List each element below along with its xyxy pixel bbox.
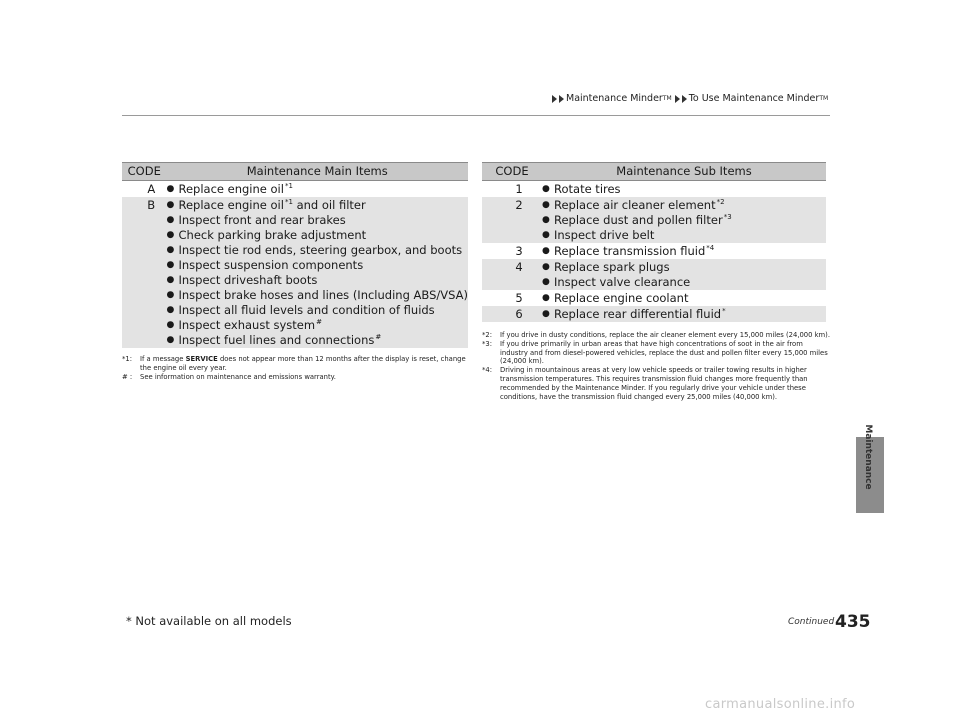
list-item — [542, 307, 826, 322]
bullet-icon: ● — [166, 305, 175, 315]
list-item — [167, 213, 469, 228]
item-text: Inspect valve clearance — [554, 275, 691, 289]
footnote-ref: *3 — [723, 213, 732, 222]
list-item — [542, 213, 826, 228]
row-code: 5 — [515, 291, 523, 305]
bullet-icon: ● — [166, 320, 175, 330]
list-item — [167, 198, 469, 213]
row-items — [167, 197, 469, 348]
bullet-icon: ● — [166, 230, 175, 240]
note-key: *1: — [122, 355, 133, 363]
bullet-icon: ● — [542, 215, 550, 225]
bullet-icon: ● — [542, 246, 550, 256]
bullet-icon: ● — [542, 277, 550, 287]
bullet-icon: ● — [166, 260, 175, 270]
item-text: Inspect fuel lines and connections — [178, 333, 375, 347]
page-number: 435 — [835, 612, 871, 632]
note-text: See information on maintenance and emissions warranty. — [140, 372, 336, 381]
list-item — [167, 288, 469, 303]
item-text: Inspect exhaust system — [178, 318, 316, 332]
note-text: If a message SERVICE does not appear more than 12 months after the display is reset, change the engine oil every year. — [140, 355, 466, 372]
row-code: 3 — [515, 244, 523, 258]
item-text: Replace transmission fluid — [554, 244, 706, 258]
list-item — [167, 243, 469, 258]
item-text: Replace rear differential fluid — [554, 307, 722, 321]
col-code: CODE — [482, 163, 542, 181]
table-row — [122, 197, 468, 348]
row-code: 2 — [482, 197, 542, 243]
table-row — [482, 181, 826, 198]
sub-table-notes — [482, 331, 832, 401]
item-text: Replace engine coolant — [554, 291, 689, 305]
sub-items-table — [482, 162, 826, 322]
list-item — [542, 198, 826, 213]
bullet-icon: ● — [166, 200, 175, 210]
list-item — [167, 333, 469, 348]
list-item — [542, 228, 826, 243]
row-code: 6 — [482, 306, 542, 322]
bullet-icon: ● — [542, 184, 550, 194]
note-key: *2: — [482, 331, 493, 339]
item-text: Inspect driveshaft boots — [178, 273, 318, 287]
header-rule — [122, 115, 830, 116]
col-items: Maintenance Sub Items — [542, 163, 826, 181]
item-text: Replace air cleaner element — [554, 198, 716, 212]
item-text: Inspect front and rear brakes — [178, 213, 346, 227]
arrow-icon — [675, 95, 680, 103]
list-item — [542, 244, 826, 259]
bullet-icon: ● — [542, 293, 550, 303]
note-key: *4: — [482, 366, 493, 375]
arrow-icon — [682, 95, 687, 103]
table-row — [482, 306, 826, 322]
table-row — [482, 259, 826, 290]
item-text: Rotate tires — [554, 182, 621, 196]
main-items-table — [122, 162, 468, 348]
arrow-icon — [552, 95, 557, 103]
row-items — [542, 181, 826, 198]
note — [482, 340, 832, 366]
list-item — [542, 291, 826, 306]
note-1 — [122, 355, 472, 373]
item-text: Replace dust and pollen filter — [554, 213, 723, 227]
bullet-icon: ● — [166, 184, 175, 194]
footnote-ref: *4 — [706, 244, 715, 253]
note-key: *3: — [482, 339, 493, 348]
breadcrumb: Maintenance Minder TM To Use Maintenance Minder TM — [552, 93, 828, 104]
breadcrumb-section: Maintenance Minder — [566, 93, 663, 104]
footnote-ref: # — [316, 318, 322, 327]
item-text: Replace spark plugs — [554, 260, 670, 274]
note — [482, 331, 832, 340]
bullet-icon: ● — [166, 335, 175, 345]
list-item — [167, 258, 469, 273]
row-code: B — [122, 197, 167, 348]
col-items: Maintenance Main Items — [167, 163, 469, 181]
footnote-ref: *2 — [716, 198, 725, 207]
note-text: If you drive primarily in urban areas that have high concentrations of soot in the air from industry and from diesel-powered vehicles, replace the dust and pollen filter every 15,000 miles (24,000 km). — [500, 339, 828, 366]
item-text-after: and oil filter — [292, 198, 366, 212]
footnote-ref: *1 — [284, 182, 293, 191]
item-text: Replace engine oil — [178, 198, 284, 212]
availability-footnote: * Not available on all models — [126, 614, 292, 628]
footnote-ref: # — [375, 333, 382, 342]
row-items — [542, 197, 826, 243]
row-items — [542, 290, 826, 306]
row-items — [542, 259, 826, 290]
table-row — [482, 197, 826, 243]
item-text: Inspect brake hoses and lines (Including ABS/VSA) — [178, 288, 468, 302]
service-word: SERVICE — [185, 355, 218, 363]
list-item — [542, 275, 826, 290]
list-item — [542, 260, 826, 275]
bullet-icon: ● — [166, 290, 175, 300]
note — [482, 366, 832, 401]
watermark: carmanualsonline.info — [705, 697, 856, 712]
footnote-ref: * — [722, 307, 726, 316]
list-item — [167, 318, 469, 333]
footnote-ref: *1 — [284, 198, 293, 207]
bullet-icon: ● — [542, 309, 550, 319]
breadcrumb-subsection: To Use Maintenance Minder — [688, 93, 820, 104]
item-text: Inspect suspension components — [178, 258, 364, 272]
row-items — [542, 306, 826, 322]
bullet-icon: ● — [166, 245, 175, 255]
item-text: Inspect tie rod ends, steering gearbox, and boots — [178, 243, 463, 257]
row-items — [542, 243, 826, 259]
row-items — [167, 181, 469, 198]
row-code: 4 — [482, 259, 542, 290]
list-item — [167, 182, 469, 197]
bullet-icon: ● — [166, 215, 175, 225]
main-table-notes — [122, 355, 472, 381]
section-label: Maintenance — [863, 424, 873, 490]
bullet-icon: ● — [166, 275, 175, 285]
note-key: # : — [122, 372, 133, 381]
arrow-icon — [559, 95, 564, 103]
table-row — [122, 181, 468, 198]
bullet-icon: ● — [542, 230, 550, 240]
item-text: Replace engine oil — [178, 182, 284, 196]
item-text: Inspect drive belt — [554, 228, 655, 242]
list-item — [542, 182, 826, 197]
list-item — [167, 273, 469, 288]
item-text: Check parking brake adjustment — [178, 228, 367, 242]
bullet-icon: ● — [542, 262, 550, 272]
note-hash — [122, 373, 472, 382]
item-text: Inspect all fluid levels and condition of fluids — [178, 303, 435, 317]
row-code: 1 — [515, 182, 523, 196]
list-item — [167, 228, 469, 243]
note-text: If you drive in dusty conditions, replace the air cleaner element every 15,000 miles (24,000 km). — [500, 331, 830, 339]
list-item — [167, 303, 469, 318]
continued-label: Continued — [788, 617, 835, 627]
note-text: Driving in mountainous areas at very low vehicle speeds or trailer towing results in higher transmission temperatures. This requires transmission fluid changes more frequently than recommended by the Maintenance Minder. If you regularly drive your vehicle under these conditions, have the transmission fluid changed every 25,000 miles (40,000 km). — [500, 366, 808, 401]
col-code: CODE — [122, 163, 167, 181]
table-row — [482, 290, 826, 306]
table-row — [482, 243, 826, 259]
bullet-icon: ● — [542, 200, 550, 210]
row-code: A — [147, 182, 156, 196]
